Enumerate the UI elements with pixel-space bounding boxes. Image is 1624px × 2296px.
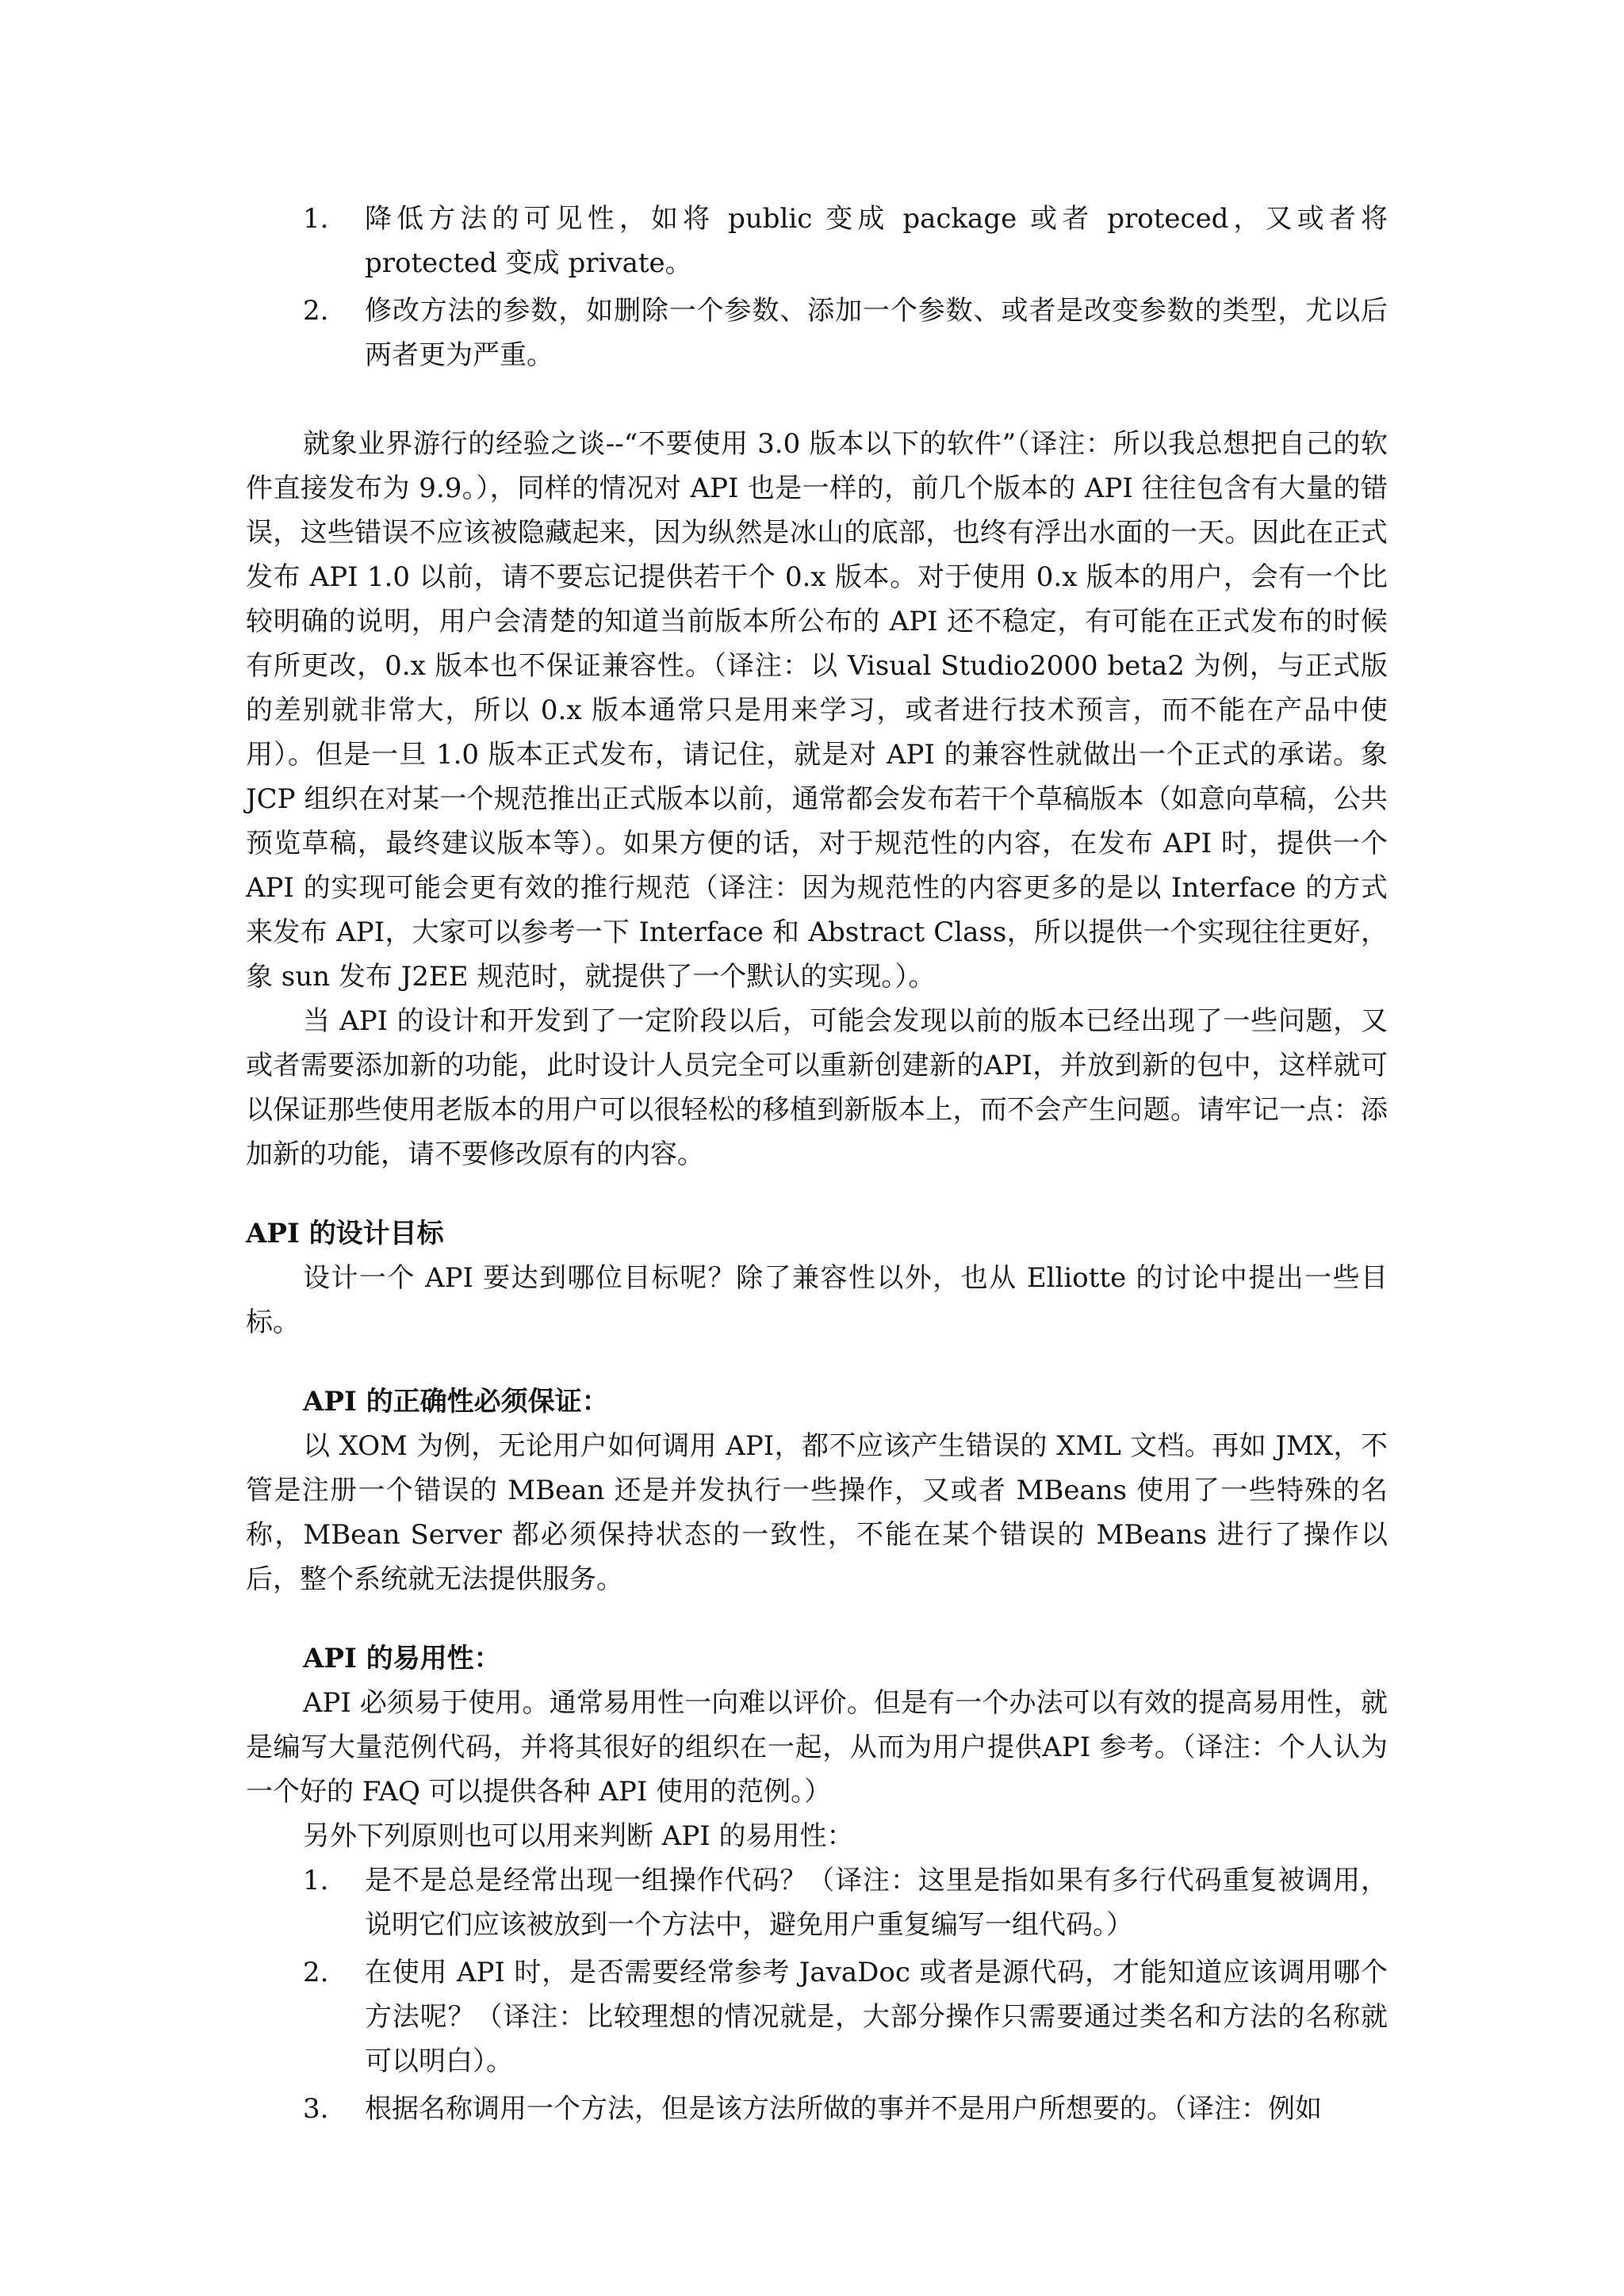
paragraph-correctness: 以 XOM 为例，无论用户如何调用 API，都不应该产生错误的 XML 文档。再如 JMX，不管是注册一个错误的 MBean 还是并发执行一些操作，又或者 MBeans 使用了一些特殊的名称，MBean Server 都必须保持状态的一致性，不能在某个错误的 MBeans 进行了操作以后，整个系统就无法提供服务。 [246,1430,1388,1595]
paragraph-usability: API 必须易于使用。通常易用性一向难以评价。但是有一个办法可以有效的提高易用性，就是编写大量范例代码，并将其很好的组织在一起，从而为用户提供API 参考。（译注：个人认为一个好的 FAQ 可以提供各种 API 使用的范例。） [246,1687,1388,1808]
list-number: 2. [303,1957,329,1988]
paragraph-goals: 设计一个 API 要达到哪位目标呢？除了兼容性以外，也从 Elliotte 的讨论中提出一些目标。 [246,1262,1388,1338]
list-item [246,1858,1388,1947]
list-item-text: 修改方法的参数，如删除一个参数、添加一个参数、或者是改变参数的类型，尤以后两者更为严重。 [365,295,1388,371]
document-body [246,197,1388,2134]
bottom-ordered-list [246,1858,1388,2131]
section-heading-goals: API 的设计目标 [246,1218,444,1249]
list-number: 1. [303,1865,329,1896]
spacer [246,1601,1388,1636]
list-number: 1. [303,203,329,235]
list-item-text: 在使用 API 时，是否需要经常参考 JavaDoc 或者是源代码，才能知道应该调用哪个方法呢？（译注：比较理想的情况就是，大部分操作只需要通过类名和方法的名称就可以明白）。 [365,1957,1388,2077]
spacer [246,1177,1388,1211]
list-item-text: 是不是总是经常出现一组操作代码？（译注：这里是指如果有多行代码重复被调用，说明它们应该被放到一个方法中，避免用户重复编写一组代码。） [365,1865,1388,1941]
spacer [246,1345,1388,1380]
list-item [246,289,1388,377]
list-item-text: 降低方法的可见性，如将 public 变成 package 或者 proteced，又或者将 protected 变成 private。 [365,203,1388,279]
paragraph-usability-criteria: 另外下列原则也可以用来判断 API 的易用性： [303,1820,854,1852]
paragraph-versioning: 就象业界游行的经验之谈--“不要使用 3.0 版本以下的软件”（译注：所以我总想把自己的软件直接发布为 9.9。），同样的情况对 API 也是一样的，前几个版本的 API 往往包含有大量的错误，这些错误不应该被隐藏起来，因为纵然是冰山的底部，也终有浮出水面的一天。因此在正式发布 API 1.0 以前，请不要忘记提供若干个 0.x 版本。对于使用 0.x 版本的用户，会有一个比较明确的说明，用户会清楚的知道当前版本所公布的 API 还不稳定，有可能在正式发布的时候有所更改，0.x 版本也不保证兼容性。（译注：以 Visual Studio2000 beta2 为例，与正式版的差别就非常大，所以 0.x 版本通常只是用来学习，或者进行技术预言，而不能在产品中使用）。但是一旦 1.0 版本正式发布，请记住，就是对 API 的兼容性就做出一个正式的承诺。象 JCP 组织在对某一个规范推出正式版本以前，通常都会发布若干个草稿版本（如意向草稿，公共预览草稿，最终建议版本等）。如果方便的话，对于规范性的内容，在发布 API 时，提供一个 API 的实现可能会更有效的推行规范（译注：因为规范性的内容更多的是以 Interface 的方式来发布 API，大家可以参考一下 Interface 和 Abstract Class，所以提供一个实现往往更好，象 sun 发布 J2EE 规范时，就提供了一个默认的实现。）。 [246,428,1388,993]
list-number: 2. [303,295,329,327]
subheading-correctness: API 的正确性必须保证： [303,1386,609,1418]
list-item [246,2087,1388,2131]
spacer [246,381,1388,422]
paragraph-new-api: 当 API 的设计和开发到了一定阶段以后，可能会发现以前的版本已经出现了一些问题，又或者需要添加新的功能，此时设计人员完全可以重新创建新的API，并放到新的包中，这样就可以保证那些使用老版本的用户可以很轻松的移植到新版本上，而不会产生问题。请牢记一点：添加新的功能，请不要修改原有的内容。 [246,1005,1388,1170]
list-item-text: 根据名称调用一个方法，但是该方法所做的事并不是用户所想要的。（译注：例如 [365,2093,1322,2125]
list-item [246,197,1388,285]
top-ordered-list [246,197,1388,377]
subheading-usability: API 的易用性： [303,1643,501,1674]
list-item [246,1950,1388,2084]
list-number: 3. [303,2093,329,2125]
